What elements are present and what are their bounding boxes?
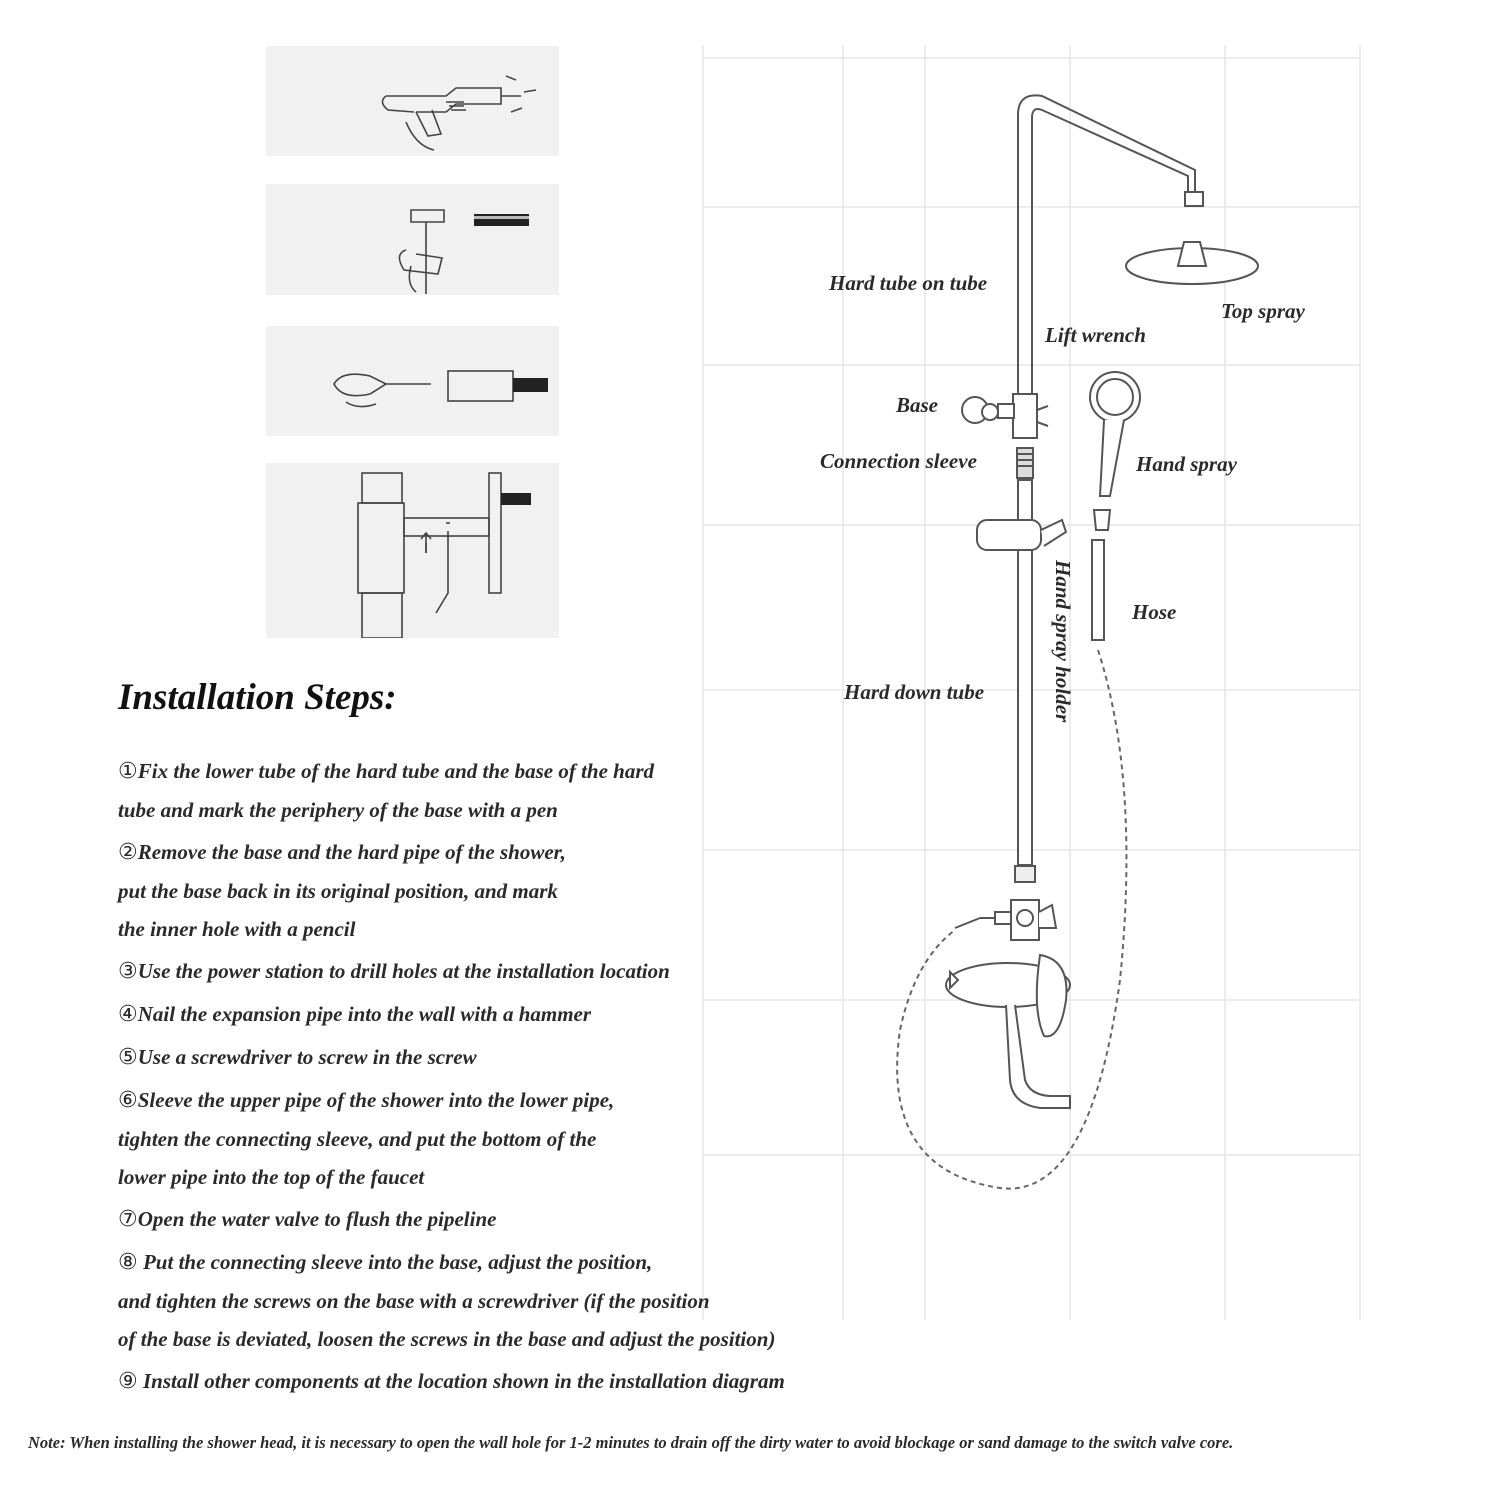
steps-list (118, 752, 918, 1405)
faucet-lever (1037, 955, 1067, 1036)
step-7 (118, 1200, 918, 1239)
label-lift-wrench: Lift wrench (1045, 323, 1146, 347)
step-text: Open the water valve to flush the pipeline (137, 1207, 497, 1231)
step-text: Use the power station to drill holes at the installation location (137, 959, 670, 983)
top-spray-nozzle (1185, 192, 1203, 206)
installation-steps-heading: Installation Steps: (118, 677, 397, 718)
step-text: Sleeve the upper pipe of the shower into the lower pipe, tighten the connecting sleeve, and put the bottom of the lower pipe into the top of the faucet (118, 1088, 615, 1189)
step-number: ② (118, 840, 138, 865)
step-text: Install other components at the location shown in the installation diagram (137, 1369, 785, 1393)
step-9 (118, 1362, 918, 1401)
label-hand-spray: Hand spray (1136, 452, 1237, 476)
step-2 (118, 833, 918, 948)
label-base: Base (896, 393, 938, 417)
step-number: ① (118, 759, 138, 784)
hand-spray-holder (977, 520, 1041, 550)
hard-tube-upper (1018, 95, 1195, 395)
hose-top (1092, 540, 1104, 640)
step-4 (118, 995, 918, 1034)
step-5 (118, 1038, 918, 1077)
step-6 (118, 1081, 918, 1196)
step-text: Put the connecting sleeve into the base, adjust the position, and tighten the screws on the base with a screwdriver (if the position of the base is deviated, loosen the screws in the base and adjust the position) (118, 1250, 776, 1351)
label-connection-sleeve: Connection sleeve (820, 449, 977, 473)
label-hard-down-tube: Hard down tube (844, 680, 985, 704)
step-1 (118, 752, 918, 829)
step-number: ⑤ (118, 1045, 138, 1070)
connection-sleeve (1017, 448, 1033, 478)
step-text: Remove the base and the hard pipe of the shower, put the base back in its original position, and mark the inner hole with a pencil (118, 840, 566, 941)
step-number: ④ (118, 1002, 138, 1027)
step-text: Use a screwdriver to screw in the screw (137, 1045, 477, 1069)
hose-connector (1094, 510, 1110, 530)
lift-wrench (1013, 394, 1037, 438)
label-hose: Hose (1132, 600, 1177, 624)
step-number: ⑧ (118, 1250, 138, 1275)
step-8 (118, 1243, 918, 1358)
step-number: ⑦ (118, 1207, 138, 1232)
step-number: ③ (118, 959, 138, 984)
label-hand-spray-holder: Hand spray holder (1051, 560, 1075, 723)
step-number: ⑥ (118, 1088, 138, 1113)
step-3 (118, 952, 918, 991)
label-top-spray: Top spray (1221, 299, 1305, 323)
step-number: ⑨ (118, 1369, 138, 1394)
step-text: Nail the expansion pipe into the wall with a hammer (137, 1002, 592, 1026)
installation-note: Note: When installing the shower head, it is necessary to open the wall hole for 1-2 minutes to drain off the dirty water to avoid blockage or sand damage to the switch valve core. (28, 1433, 1234, 1452)
step-text: Fix the lower tube of the hard tube and the base of the hard tube and mark the periphery of the base with a pen (118, 759, 655, 822)
label-hard-tube-on-tube: Hard tube on tube (829, 271, 988, 295)
